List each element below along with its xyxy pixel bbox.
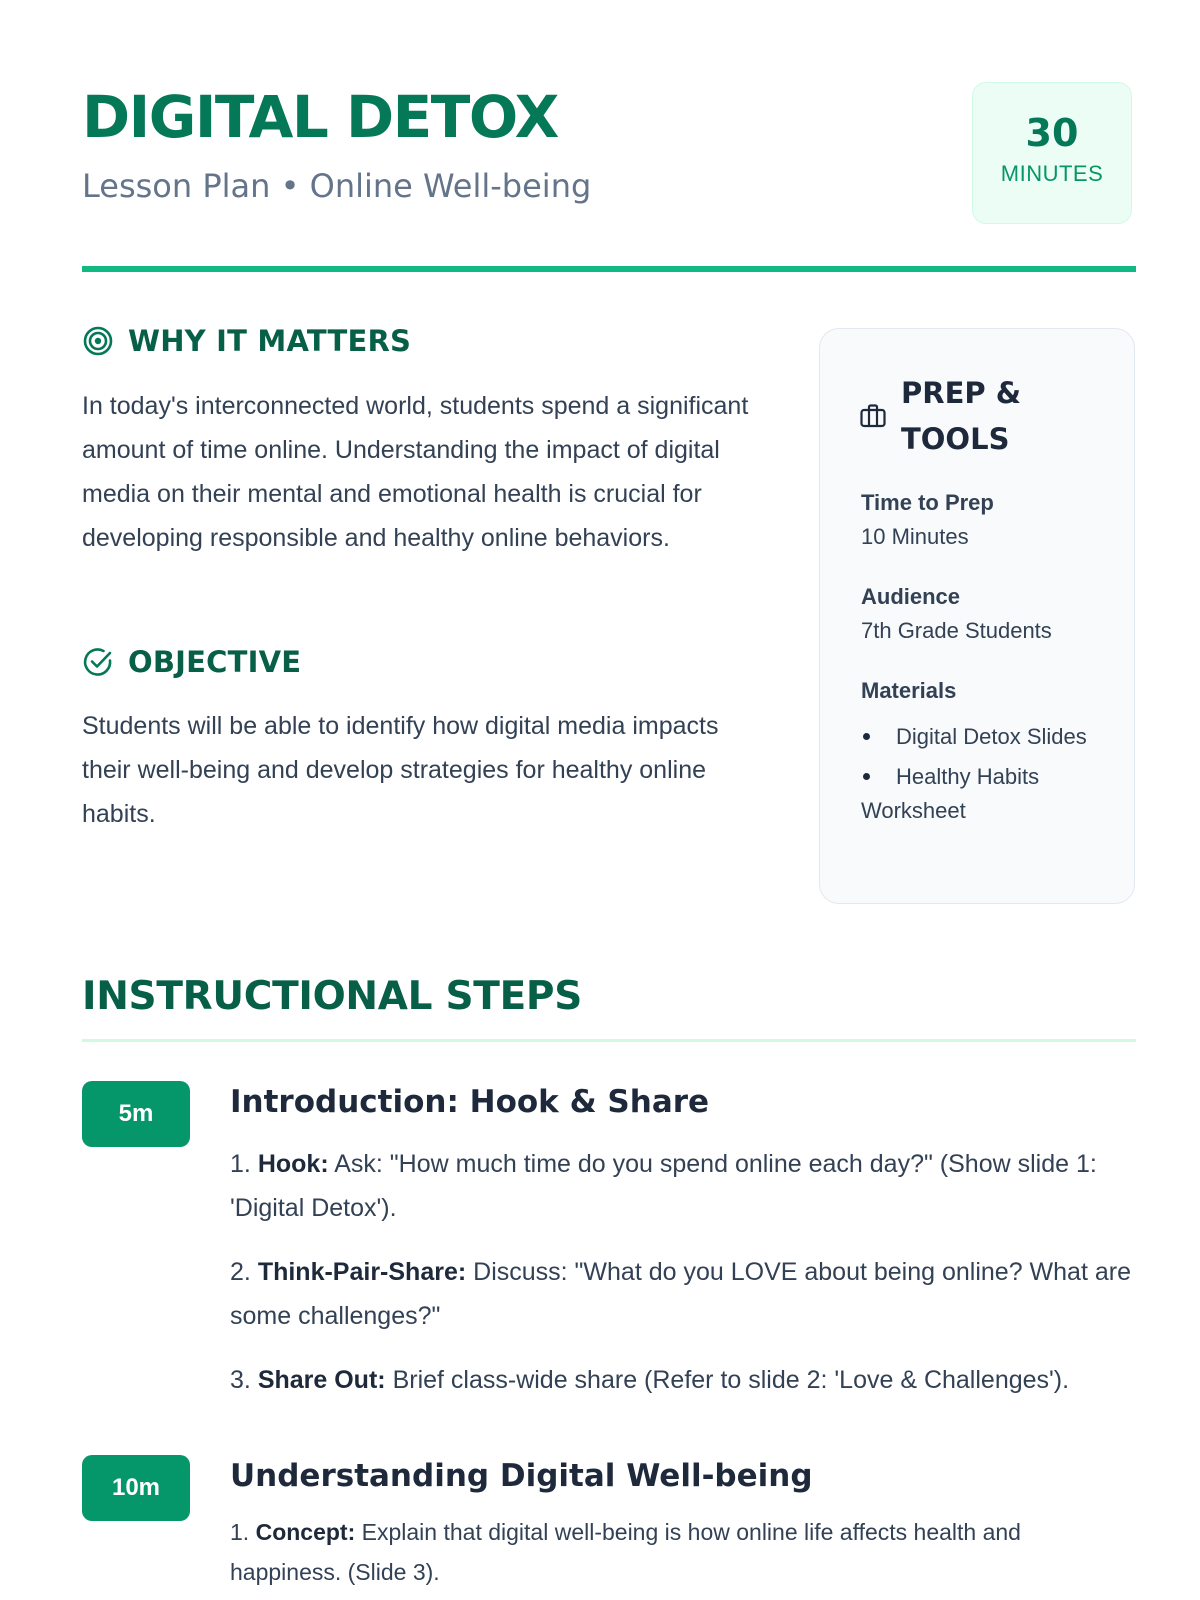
audience-label: Audience xyxy=(861,584,961,609)
steps-divider xyxy=(82,1039,1136,1042)
step-duration-badge: 5m xyxy=(82,1081,190,1147)
target-icon xyxy=(82,325,114,357)
page-title: DIGITAL DETOX xyxy=(82,83,558,151)
objective-text: Students will be able to identify how digital media impacts their well-being and develop strategies for healthy online habits. xyxy=(82,712,719,828)
list-item: Digital Detox Slides xyxy=(861,720,1101,754)
step-line: 2. Think-Pair-Share: Discuss: "What do you LOVE about being online? What are some challenges?" xyxy=(230,1258,1131,1330)
why-title: WHY IT MATTERS xyxy=(128,324,412,358)
prep-title: PREP & TOOLS xyxy=(901,376,1022,456)
header-divider xyxy=(82,266,1136,272)
duration-badge xyxy=(972,82,1132,224)
duration-value: 30 xyxy=(1025,111,1079,155)
prep-time-label: Time to Prep xyxy=(861,490,994,515)
page-subtitle: Lesson Plan • Online Well-being xyxy=(82,167,592,205)
briefcase-icon xyxy=(859,402,887,430)
objective-title: OBJECTIVE xyxy=(128,645,302,679)
materials-label: Materials xyxy=(861,678,957,703)
check-circle-icon xyxy=(82,646,114,678)
step-line: 1. Hook: Ask: "How much time do you spend online each day?" (Show slide 1: 'Digital Detox'). xyxy=(230,1150,1097,1222)
step-title: Understanding Digital Well-being xyxy=(230,1458,813,1494)
why-text: In today's interconnected world, students spend a significant amount of time online. Understanding the impact of digital media on their mental and emotional health is crucial for developing responsible and healthy online behaviors. xyxy=(82,392,749,552)
prep-header xyxy=(859,370,1061,462)
why-section-header xyxy=(82,324,411,358)
step-title: Introduction: Hook & Share xyxy=(230,1084,710,1120)
objective-section-header xyxy=(82,645,301,679)
materials-list xyxy=(861,720,1101,834)
bullet-icon xyxy=(863,773,870,780)
list-item: Healthy Habits Worksheet xyxy=(861,764,1040,823)
duration-unit: MINUTES xyxy=(1000,161,1104,186)
step-line: 3. Share Out: Brief class-wide share (Refer to slide 2: 'Love & Challenges'). xyxy=(230,1366,1070,1394)
step-duration-badge: 10m xyxy=(82,1455,190,1521)
steps-title: INSTRUCTIONAL STEPS xyxy=(82,974,582,1019)
audience-value: 7th Grade Students xyxy=(861,618,1052,643)
bullet-icon xyxy=(863,733,870,740)
step-line: 1. Concept: Explain that digital well-being is how online life affects health and happiness. (Slide 3). xyxy=(230,1519,1021,1585)
prep-time-value: 10 Minutes xyxy=(861,524,969,549)
